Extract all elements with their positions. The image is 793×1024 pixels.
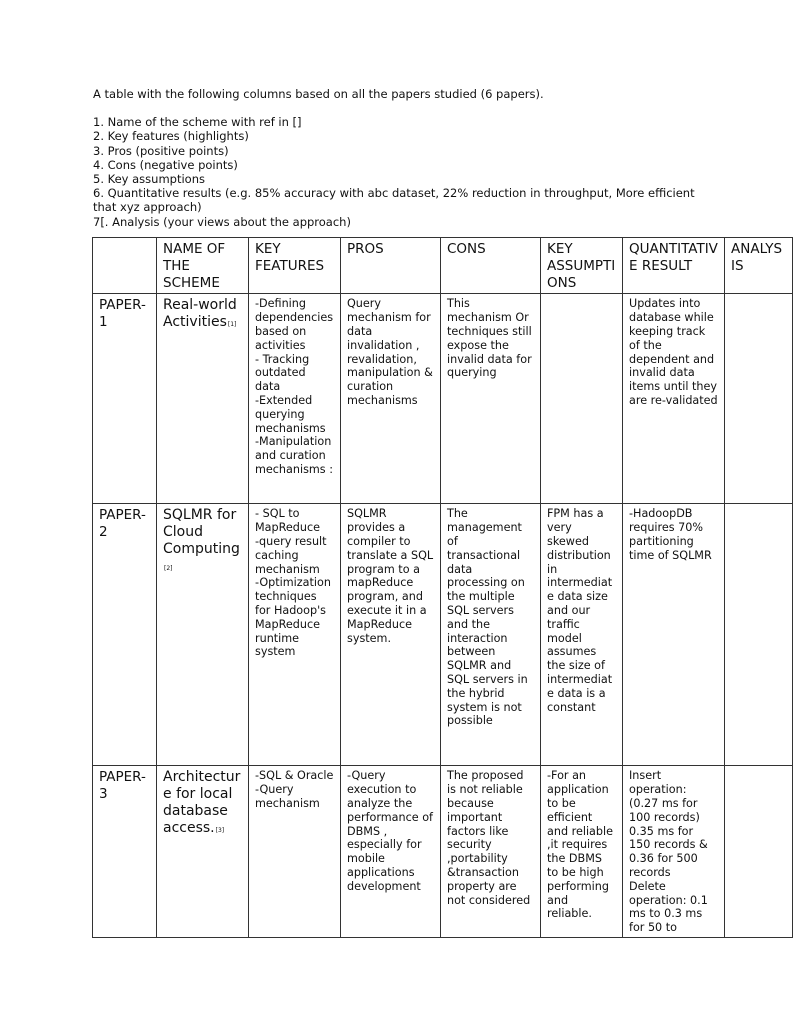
header-cell-name: NAME OF THE SCHEME	[157, 238, 249, 294]
paper-label: PAPER-3	[93, 766, 157, 938]
pros-text: Query mechanism for data invalidation , revalidation, manipulation & curation mechanisms	[347, 297, 437, 407]
results-text: Insert operation: (0.27 ms for 100 records) 0.35 ms for 150 records & 0.36 for 500 records Delete operation: 0.1 ms to 0.3 ms for 50 to	[629, 769, 708, 935]
instruction-item: 2. Key features (highlights)	[93, 129, 249, 144]
reference-marker: [2]	[164, 565, 173, 573]
table-header-row	[93, 238, 793, 294]
features-text: - SQL to MapReduce -query result caching mechanism -Optimization techniques for Hadoop's MapReduce runtime system	[255, 507, 331, 659]
table-row	[93, 766, 793, 938]
cons-cell	[441, 504, 541, 766]
header-cell-features: KEY FEATURES	[249, 238, 341, 294]
pros-cell	[341, 294, 441, 504]
results-cell	[623, 504, 725, 766]
header-cell-pros: PROS	[341, 238, 441, 294]
features-cell	[249, 766, 341, 938]
pros-text: SQLMR provides a compiler to translate a SQL program to a mapReduce program, and execute it in a MapReduce system.	[347, 507, 437, 645]
instructions	[93, 87, 695, 229]
cons-text: This mechanism Or techniques still expose the invalid data for querying	[447, 297, 536, 380]
instruction-item: 3. Pros (positive points)	[93, 143, 229, 158]
results-text: -HadoopDB requires 70% partitioning time of SQLMR	[629, 507, 712, 562]
scheme-name-text: SQLMR for Cloud Computing	[163, 507, 240, 558]
instruction-item: that xyz approach)	[93, 200, 202, 215]
instruction-item: 5. Key assumptions	[93, 172, 205, 187]
scheme-name-text: Architecture for local database access.	[163, 769, 241, 837]
header-cell-analysis: ANALYSIS	[725, 238, 793, 294]
header-cell-paper	[93, 238, 157, 294]
assumptions-cell	[541, 504, 623, 766]
results-cell	[623, 294, 725, 504]
instruction-item: 4. Cons (negative points)	[93, 157, 238, 172]
scheme-name	[157, 294, 249, 504]
features-cell	[249, 294, 341, 504]
analysis-cell	[725, 504, 793, 766]
table-row	[93, 504, 793, 766]
scheme-name-text: Real-world Activities	[163, 297, 237, 331]
pros-cell	[341, 504, 441, 766]
scheme-name	[157, 504, 249, 766]
features-cell	[249, 504, 341, 766]
header-cell-assumptions: KEY ASSUMPTIONS	[541, 238, 623, 294]
features-text: -SQL & Oracle -Query mechanism	[255, 769, 334, 810]
instruction-item: 7[. Analysis (your views about the approach)	[93, 214, 351, 229]
header-cell-results: QUANTITATIVE RESULT	[623, 238, 725, 294]
results-text: Updates into database while keeping track of the dependent and invalid data items until they are re-validated	[629, 297, 721, 407]
instruction-item: 1. Name of the scheme with ref in []	[93, 115, 302, 130]
cons-cell	[441, 766, 541, 938]
instructions-heading: A table with the following columns based on all the papers studied (6 papers).	[93, 87, 544, 101]
cons-cell	[441, 294, 541, 504]
features-text: -Defining dependencies based on activities - Tracking outdated data -Extended querying mechanisms -Manipulation and curation mechanisms :	[255, 297, 334, 476]
paper-label: PAPER-1	[93, 294, 157, 504]
assumptions-cell	[541, 294, 623, 504]
pros-text: -Query execution to analyze the performance of DBMS , especially for mobile applications development	[347, 769, 437, 893]
paper-label: PAPER-2	[93, 504, 157, 766]
instruction-item: 6. Quantitative results (e.g. 85% accuracy with abc dataset, 22% reduction in throughput, More efficient	[93, 186, 695, 201]
pros-cell	[341, 766, 441, 938]
assumptions-cell	[541, 766, 623, 938]
cons-text: The management of transactional data processing on the multiple SQL servers and the interaction between SQLMR and SQL servers in the hybrid system is not possible	[447, 507, 532, 728]
assumptions-text: -For an application to be efficient and reliable ,it requires the DBMS to be high performing and reliable.	[547, 769, 617, 921]
reference-marker: [1]	[227, 321, 237, 329]
reference-marker: [3]	[215, 827, 225, 835]
papers-table	[92, 237, 793, 938]
assumptions-text: FPM has a very skewed distribution in intermediate data size and our traffic model assumes the size of intermediate data is a constant	[547, 507, 615, 714]
cons-text: The proposed is not reliable because important factors like security ,portability &transaction property are not considered	[447, 769, 531, 907]
analysis-cell	[725, 766, 793, 938]
table-row	[93, 294, 793, 504]
scheme-name	[157, 766, 249, 938]
analysis-cell	[725, 294, 793, 504]
results-cell	[623, 766, 725, 938]
header-cell-cons: CONS	[441, 238, 541, 294]
